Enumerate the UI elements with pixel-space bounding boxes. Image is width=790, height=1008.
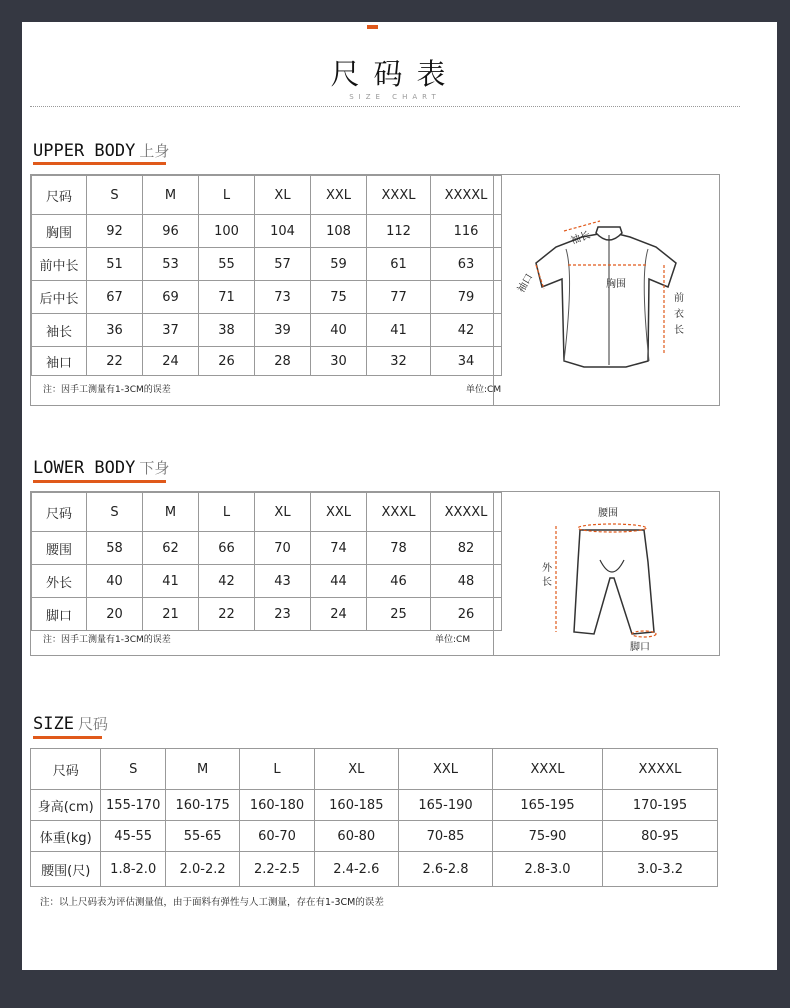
table-cell: 92 — [87, 215, 143, 248]
table-cell: 38 — [199, 314, 255, 347]
table-cell: 2.2-2.5 — [240, 852, 314, 887]
label-sleeve-length: 袖长 — [569, 229, 592, 247]
table-row — [32, 215, 502, 248]
table-cell: 75 — [311, 281, 367, 314]
table-cell: 42 — [199, 565, 255, 598]
table-cell: 160-175 — [165, 790, 239, 821]
table-cell: 116 — [431, 215, 502, 248]
table-cell: 155-170 — [101, 790, 166, 821]
table-header-cell: XXXL — [367, 176, 431, 215]
table-cell: 32 — [367, 347, 431, 376]
table-cell: 2.8-3.0 — [493, 852, 603, 887]
size-title-cn: 尺码 — [77, 715, 108, 733]
size-section-heading — [33, 713, 108, 734]
table-header-cell: L — [199, 176, 255, 215]
size-table — [30, 748, 718, 887]
table-header-cell: XXXXL — [602, 749, 717, 790]
page-title: 尺码表 — [330, 57, 460, 91]
upper-body-table — [31, 175, 502, 376]
table-cell: 34 — [431, 347, 502, 376]
table-cell: 170-195 — [602, 790, 717, 821]
table-cell: 60-80 — [314, 821, 398, 852]
upper-unit: 单位:CM — [466, 385, 502, 395]
lower-note: 注：因手工测量有1-3CM的误差 — [43, 635, 171, 645]
table-cell: 53 — [143, 248, 199, 281]
upper-section-heading — [33, 140, 169, 161]
table-cell: 70-85 — [398, 821, 492, 852]
table-header-cell: M — [165, 749, 239, 790]
table-row — [31, 852, 718, 887]
table-header-cell: 尺码 — [31, 749, 101, 790]
table-cell: 61 — [367, 248, 431, 281]
table-cell: 70 — [255, 532, 311, 565]
title-divider — [30, 106, 740, 107]
table-cell: 55 — [199, 248, 255, 281]
table-cell: 41 — [143, 565, 199, 598]
table-cell: 165-190 — [398, 790, 492, 821]
page-subtitle: SIZE CHART — [349, 93, 441, 101]
table-cell: 39 — [255, 314, 311, 347]
table-cell: 3.0-3.2 — [602, 852, 717, 887]
row-label: 前中长 — [32, 248, 87, 281]
table-cell: 23 — [255, 598, 311, 631]
table-header-cell: M — [143, 176, 199, 215]
table-cell: 59 — [311, 248, 367, 281]
label-cuff: 袖口 — [515, 272, 536, 295]
table-cell: 79 — [431, 281, 502, 314]
table-cell: 160-180 — [240, 790, 314, 821]
table-cell: 41 — [367, 314, 431, 347]
table-row — [32, 347, 502, 376]
table-cell: 21 — [143, 598, 199, 631]
table-header-cell: XL — [314, 749, 398, 790]
upper-title-cn: 上身 — [139, 142, 170, 160]
label-leg-opening: 脚口 — [630, 642, 650, 653]
table-cell: 78 — [367, 532, 431, 565]
table-cell: 24 — [311, 598, 367, 631]
table-row — [32, 565, 502, 598]
row-label: 腰围(尺) — [31, 852, 101, 887]
table-cell: 40 — [311, 314, 367, 347]
table-header-cell: XL — [255, 176, 311, 215]
table-cell: 2.6-2.8 — [398, 852, 492, 887]
table-cell: 74 — [311, 532, 367, 565]
label-front-length: 前衣长 — [674, 293, 684, 336]
table-header-cell: M — [143, 493, 199, 532]
table-cell: 96 — [143, 215, 199, 248]
row-label: 体重(kg) — [31, 821, 101, 852]
table-cell: 69 — [143, 281, 199, 314]
table-row — [32, 281, 502, 314]
row-label: 胸围 — [32, 215, 87, 248]
table-cell: 26 — [431, 598, 502, 631]
table-cell: 77 — [367, 281, 431, 314]
table-cell: 20 — [87, 598, 143, 631]
table-header-cell: S — [87, 176, 143, 215]
table-cell: 26 — [199, 347, 255, 376]
table-cell: 82 — [431, 532, 502, 565]
table-cell: 46 — [367, 565, 431, 598]
table-cell: 25 — [367, 598, 431, 631]
size-heading-underline — [33, 736, 102, 739]
table-row — [32, 248, 502, 281]
label-waist: 腰围 — [598, 508, 618, 519]
upper-note: 注：因手工测量有1-3CM的误差 — [43, 385, 171, 395]
table-cell: 160-185 — [314, 790, 398, 821]
table-header-cell: L — [240, 749, 314, 790]
row-label: 袖口 — [32, 347, 87, 376]
table-cell: 1.8-2.0 — [101, 852, 166, 887]
table-cell: 80-95 — [602, 821, 717, 852]
row-label: 外长 — [32, 565, 87, 598]
row-label: 腰围 — [32, 532, 87, 565]
shorts-figure-cell — [493, 492, 720, 655]
row-label: 脚口 — [32, 598, 87, 631]
table-header-cell: XL — [255, 493, 311, 532]
table-cell: 108 — [311, 215, 367, 248]
table-cell: 44 — [311, 565, 367, 598]
row-label: 后中长 — [32, 281, 87, 314]
table-cell: 75-90 — [493, 821, 603, 852]
upper-body-table-box — [30, 174, 720, 406]
table-header-cell: XXXL — [493, 749, 603, 790]
table-cell: 37 — [143, 314, 199, 347]
table-header-cell: 尺码 — [32, 493, 87, 532]
table-cell: 22 — [87, 347, 143, 376]
table-cell: 30 — [311, 347, 367, 376]
title-accent-bar — [367, 25, 378, 29]
table-row — [32, 314, 502, 347]
table-header-row — [32, 493, 502, 532]
table-header-cell: XXXXL — [431, 176, 502, 215]
table-header-cell: S — [87, 493, 143, 532]
lower-body-table — [31, 492, 502, 631]
table-cell: 36 — [87, 314, 143, 347]
table-cell: 62 — [143, 532, 199, 565]
table-row — [32, 598, 502, 631]
table-cell: 45-55 — [101, 821, 166, 852]
lower-title-cn: 下身 — [139, 459, 170, 477]
table-cell: 104 — [255, 215, 311, 248]
table-cell: 58 — [87, 532, 143, 565]
table-header-cell: L — [199, 493, 255, 532]
table-cell: 71 — [199, 281, 255, 314]
table-cell: 42 — [431, 314, 502, 347]
size-note: 注：以上尺码表为评估测量值，由于面料有弹性与人工测量，存在有1-3CM的误差 — [40, 897, 384, 908]
table-header-cell: 尺码 — [32, 176, 87, 215]
table-cell: 55-65 — [165, 821, 239, 852]
table-header-cell: XXL — [398, 749, 492, 790]
lower-heading-underline — [33, 480, 166, 483]
row-label: 袖长 — [32, 314, 87, 347]
lower-section-heading — [33, 457, 169, 478]
table-row — [31, 821, 718, 852]
table-cell: 24 — [143, 347, 199, 376]
table-cell: 2.4-2.6 — [314, 852, 398, 887]
table-header-cell: XXL — [311, 176, 367, 215]
table-cell: 67 — [87, 281, 143, 314]
upper-heading-underline — [33, 162, 166, 165]
table-header-row — [31, 749, 718, 790]
table-cell: 51 — [87, 248, 143, 281]
size-table-box — [30, 748, 718, 882]
table-row — [31, 790, 718, 821]
table-row — [32, 532, 502, 565]
table-cell: 100 — [199, 215, 255, 248]
lower-unit: 单位:CM — [435, 635, 471, 645]
table-header-cell: XXXXL — [431, 493, 502, 532]
upper-title-en: UPPER BODY — [33, 141, 136, 161]
table-cell: 2.0-2.2 — [165, 852, 239, 887]
table-header-cell: XXXL — [367, 493, 431, 532]
table-cell: 22 — [199, 598, 255, 631]
lower-body-table-box — [30, 491, 720, 656]
jersey-figure-cell — [493, 175, 720, 405]
table-header-cell: XXL — [311, 493, 367, 532]
table-cell: 73 — [255, 281, 311, 314]
table-cell: 28 — [255, 347, 311, 376]
table-cell: 165-195 — [493, 790, 603, 821]
size-title-en: SIZE — [33, 714, 74, 734]
table-cell: 43 — [255, 565, 311, 598]
table-header-cell: S — [101, 749, 166, 790]
row-label: 身高(cm) — [31, 790, 101, 821]
label-outer-length: 外长 — [542, 563, 552, 588]
table-cell: 66 — [199, 532, 255, 565]
table-cell: 63 — [431, 248, 502, 281]
table-header-row — [32, 176, 502, 215]
table-cell: 57 — [255, 248, 311, 281]
table-cell: 60-70 — [240, 821, 314, 852]
table-cell: 48 — [431, 565, 502, 598]
table-cell: 112 — [367, 215, 431, 248]
table-cell: 40 — [87, 565, 143, 598]
label-chest: 胸围 — [606, 279, 626, 290]
lower-title-en: LOWER BODY — [33, 458, 136, 478]
